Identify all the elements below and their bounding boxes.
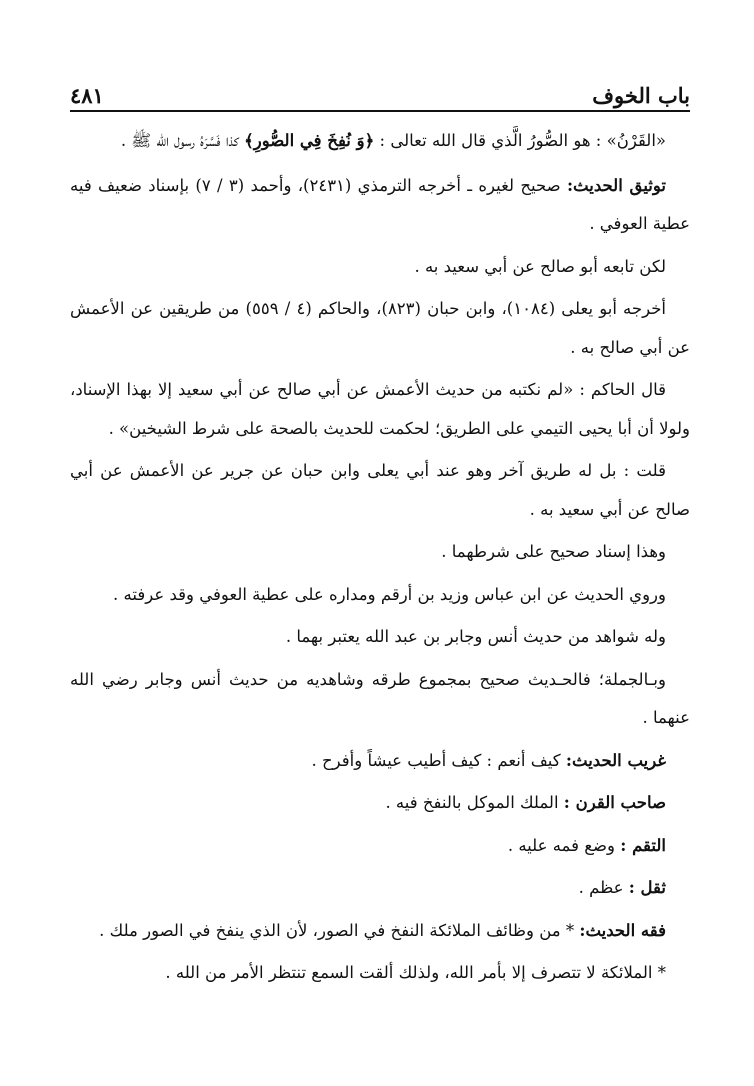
paragraph-gharib (70, 742, 690, 781)
paragraph-hakim-quote: قال الحاكم : «لم نكتبه من حديث الأعمش عن أبي صالح عن أبي سعيد إلا بهذا الإسناد، ولولا أن أبا يحيى التيمي على الطريق؛ لحكمت للحديث بالصحة على شرط الشيخين» . (70, 380, 690, 438)
header-divider (70, 110, 690, 112)
label-sahib-qarn: صاحب القرن : (563, 793, 666, 812)
label-iltaqam: التقم : (620, 835, 666, 855)
gharib-text: كيف أنعم : كيف أطيب عيشاً وأفرح . (311, 750, 561, 770)
chapter-title: باب الخوف (592, 83, 690, 108)
paragraph-sahib-qarn (70, 784, 690, 823)
paragraph-witnesses: وله شواهد من حديث أنس وجابر بن عبد الله يعتبر بهما . (285, 627, 666, 646)
iltaqam-text: وضع فمه عليه . (507, 835, 615, 855)
page-number: ٤٨١ (70, 83, 104, 108)
paragraph-authentication (70, 167, 690, 244)
paragraph-conclusion: وبـالجملة؛ فالحـديث صحيح بمجموع طرقه وشاهديه من حديث أنس وجابر رضي الله عنهما . (70, 669, 690, 727)
label-gharib: غريب الحديث: (565, 750, 666, 770)
label-fiqh: فقه الحديث: (579, 920, 666, 940)
paragraph-another-chain: قلت : بل له طريق آخر وهو عند أبي يعلى وابن حبان عن جرير عن الأعمش عن أبي صالح عن أبي سعيد به . (70, 461, 690, 519)
thaqul-text: عظم . (578, 878, 624, 897)
sahib-qarn-text: الملك الموكل بالنفخ فيه . (385, 793, 559, 812)
page-body (70, 122, 690, 993)
fiqh-text: * من وظائف الملائكة النفخ في الصور، لأن الذي ينفخ في الصور ملك . (99, 920, 575, 940)
authentication-text: صحيح لغيره ـ أخرجه الترمذي (٢٤٣١)، وأحمد (٣ / ٧) بإسناد ضعيف فيه عطية العوفي . (70, 175, 690, 233)
paragraph-fiqh (70, 912, 690, 951)
qarn-text-end: كذا فَسَّرَهُ رسول الله ﷺ . (120, 131, 239, 150)
book-page (70, 70, 690, 997)
paragraph-narrators: أخرجه أبو يعلى (١٠٨٤)، وابن حبان (٨٢٣)، والحاكم (٤ / ٥٥٩) من طريقين عن الأعمش عن أبي صالح به . (70, 299, 690, 357)
paragraph-iltaqam (70, 827, 690, 866)
paragraph-follow-up: لكن تابعه أبو صالح عن أبي سعيد به . (414, 256, 666, 276)
label-thaqul: ثقل : (628, 878, 666, 897)
paragraph-thaqul (70, 869, 690, 908)
label-authentication: توثيق الحديث: (566, 175, 667, 195)
paragraph-angels: * الملائكة لا تتصرف إلا بأمر الله، ولذلك ألقت السمع تنتظر الأمر من الله . (165, 963, 666, 982)
paragraph-other-narrations: وروي الحديث عن ابن عباس وزيد بن أرقم ومداره على عطية العوفي وقد عرفته . (113, 584, 666, 604)
qarn-text: : هو الصُّورُ الَّذي قال الله تعالى : (379, 131, 602, 150)
term-qarn: «القَرْنُ» (606, 131, 666, 150)
paragraph-qarn-definition (70, 122, 690, 161)
paragraph-chain-grade: وهذا إسناد صحيح على شرطهما . (441, 542, 666, 561)
quran-verse: ﴿وَ نُفِخَ فِي الصُّورِ﴾ (244, 131, 375, 150)
page-header (70, 70, 690, 108)
